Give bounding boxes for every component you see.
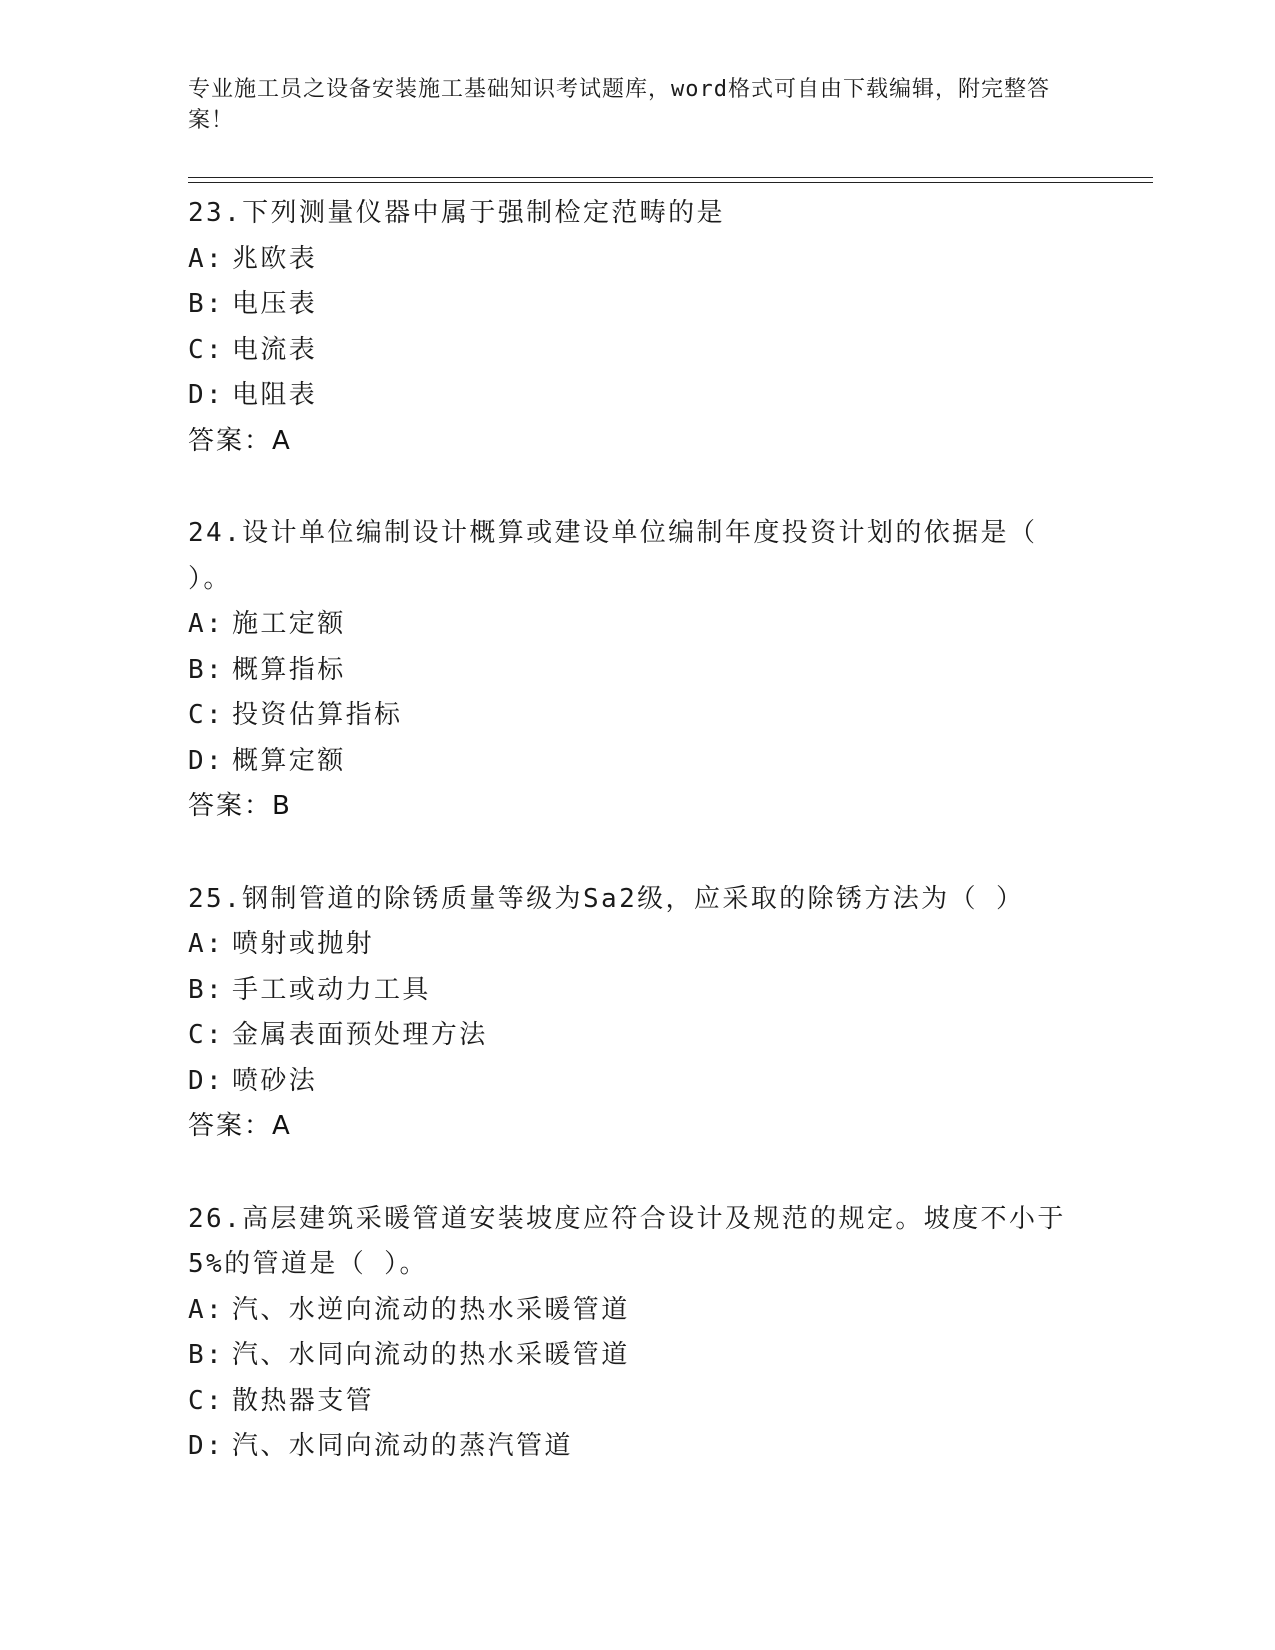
question-23 xyxy=(188,191,1088,464)
option-label: A: xyxy=(188,929,225,959)
option-label: D: xyxy=(188,1431,225,1461)
option-text: 概算指标 xyxy=(232,654,346,685)
answer-line: 答案：A xyxy=(188,1111,292,1141)
option-text: 电流表 xyxy=(232,334,318,365)
option-text: 电阻表 xyxy=(232,380,318,410)
option-b xyxy=(188,282,1088,328)
option-label: A: xyxy=(188,609,225,639)
option-text: 概算定额 xyxy=(232,745,346,776)
option-label: B: xyxy=(188,289,225,319)
answer-line: 答案：B xyxy=(188,791,292,821)
option-d xyxy=(188,1059,1088,1105)
option-label: A: xyxy=(188,1294,225,1325)
document-header: 专业施工员之设备安装施工基础知识考试题库，word格式可自由下载编辑，附完整答案！ xyxy=(188,77,1050,133)
option-c xyxy=(188,328,1088,374)
question-stem: 25.钢制管道的除锈质量等级为Sa2级，应采取的除锈方法为（ ） xyxy=(188,883,1025,914)
option-text: 投资估算指标 xyxy=(232,700,403,730)
option-text: 散热器支管 xyxy=(232,1385,375,1416)
option-label: B: xyxy=(188,974,225,1005)
option-text: 手工或动力工具 xyxy=(232,974,431,1005)
option-label: D: xyxy=(188,745,225,776)
option-b xyxy=(188,648,1088,694)
option-a xyxy=(188,237,1088,283)
answer-line: 答案：A xyxy=(188,425,292,456)
option-a xyxy=(188,922,1088,968)
option-c xyxy=(188,1379,1088,1425)
option-label: B: xyxy=(188,1340,225,1370)
question-26 xyxy=(188,1197,1088,1470)
option-text: 汽、水逆向流动的热水采暖管道 xyxy=(232,1294,630,1325)
option-text: 喷射或抛射 xyxy=(232,929,375,959)
option-text: 电压表 xyxy=(232,289,318,319)
header-divider-bottom xyxy=(188,182,1153,183)
option-text: 兆欧表 xyxy=(232,243,318,274)
option-label: D: xyxy=(188,1065,225,1096)
option-label: A: xyxy=(188,243,225,274)
question-24 xyxy=(188,511,1088,830)
option-text: 汽、水同向流动的蒸汽管道 xyxy=(232,1431,573,1461)
option-text: 金属表面预处理方法 xyxy=(232,1020,488,1050)
option-a xyxy=(188,602,1088,648)
option-text: 汽、水同向流动的热水采暖管道 xyxy=(232,1340,630,1370)
option-c xyxy=(188,1013,1088,1059)
option-a xyxy=(188,1288,1088,1334)
question-stem: 26.高层建筑采暖管道安装坡度应符合设计及规范的规定。坡度不小于5%的管道是（ ）。 xyxy=(188,1203,1066,1279)
option-d xyxy=(188,1424,1088,1470)
option-label: C: xyxy=(188,700,225,730)
option-b xyxy=(188,968,1088,1014)
option-d xyxy=(188,739,1088,785)
header-divider-top xyxy=(188,177,1153,178)
question-stem: 23.下列测量仪器中属于强制检定范畴的是 xyxy=(188,198,725,228)
question-list xyxy=(188,191,1088,1517)
option-label: C: xyxy=(188,1020,225,1050)
question-stem: 24.设计单位编制设计概算或建设单位编制年度投资计划的依据是（ ）。 xyxy=(188,518,1038,594)
option-d xyxy=(188,373,1088,419)
option-label: C: xyxy=(188,1385,225,1416)
question-25 xyxy=(188,877,1088,1150)
option-text: 喷砂法 xyxy=(232,1065,318,1096)
option-label: D: xyxy=(188,380,225,410)
option-label: B: xyxy=(188,654,225,685)
option-b xyxy=(188,1333,1088,1379)
option-text: 施工定额 xyxy=(232,609,346,639)
option-label: C: xyxy=(188,334,225,365)
option-c xyxy=(188,693,1088,739)
